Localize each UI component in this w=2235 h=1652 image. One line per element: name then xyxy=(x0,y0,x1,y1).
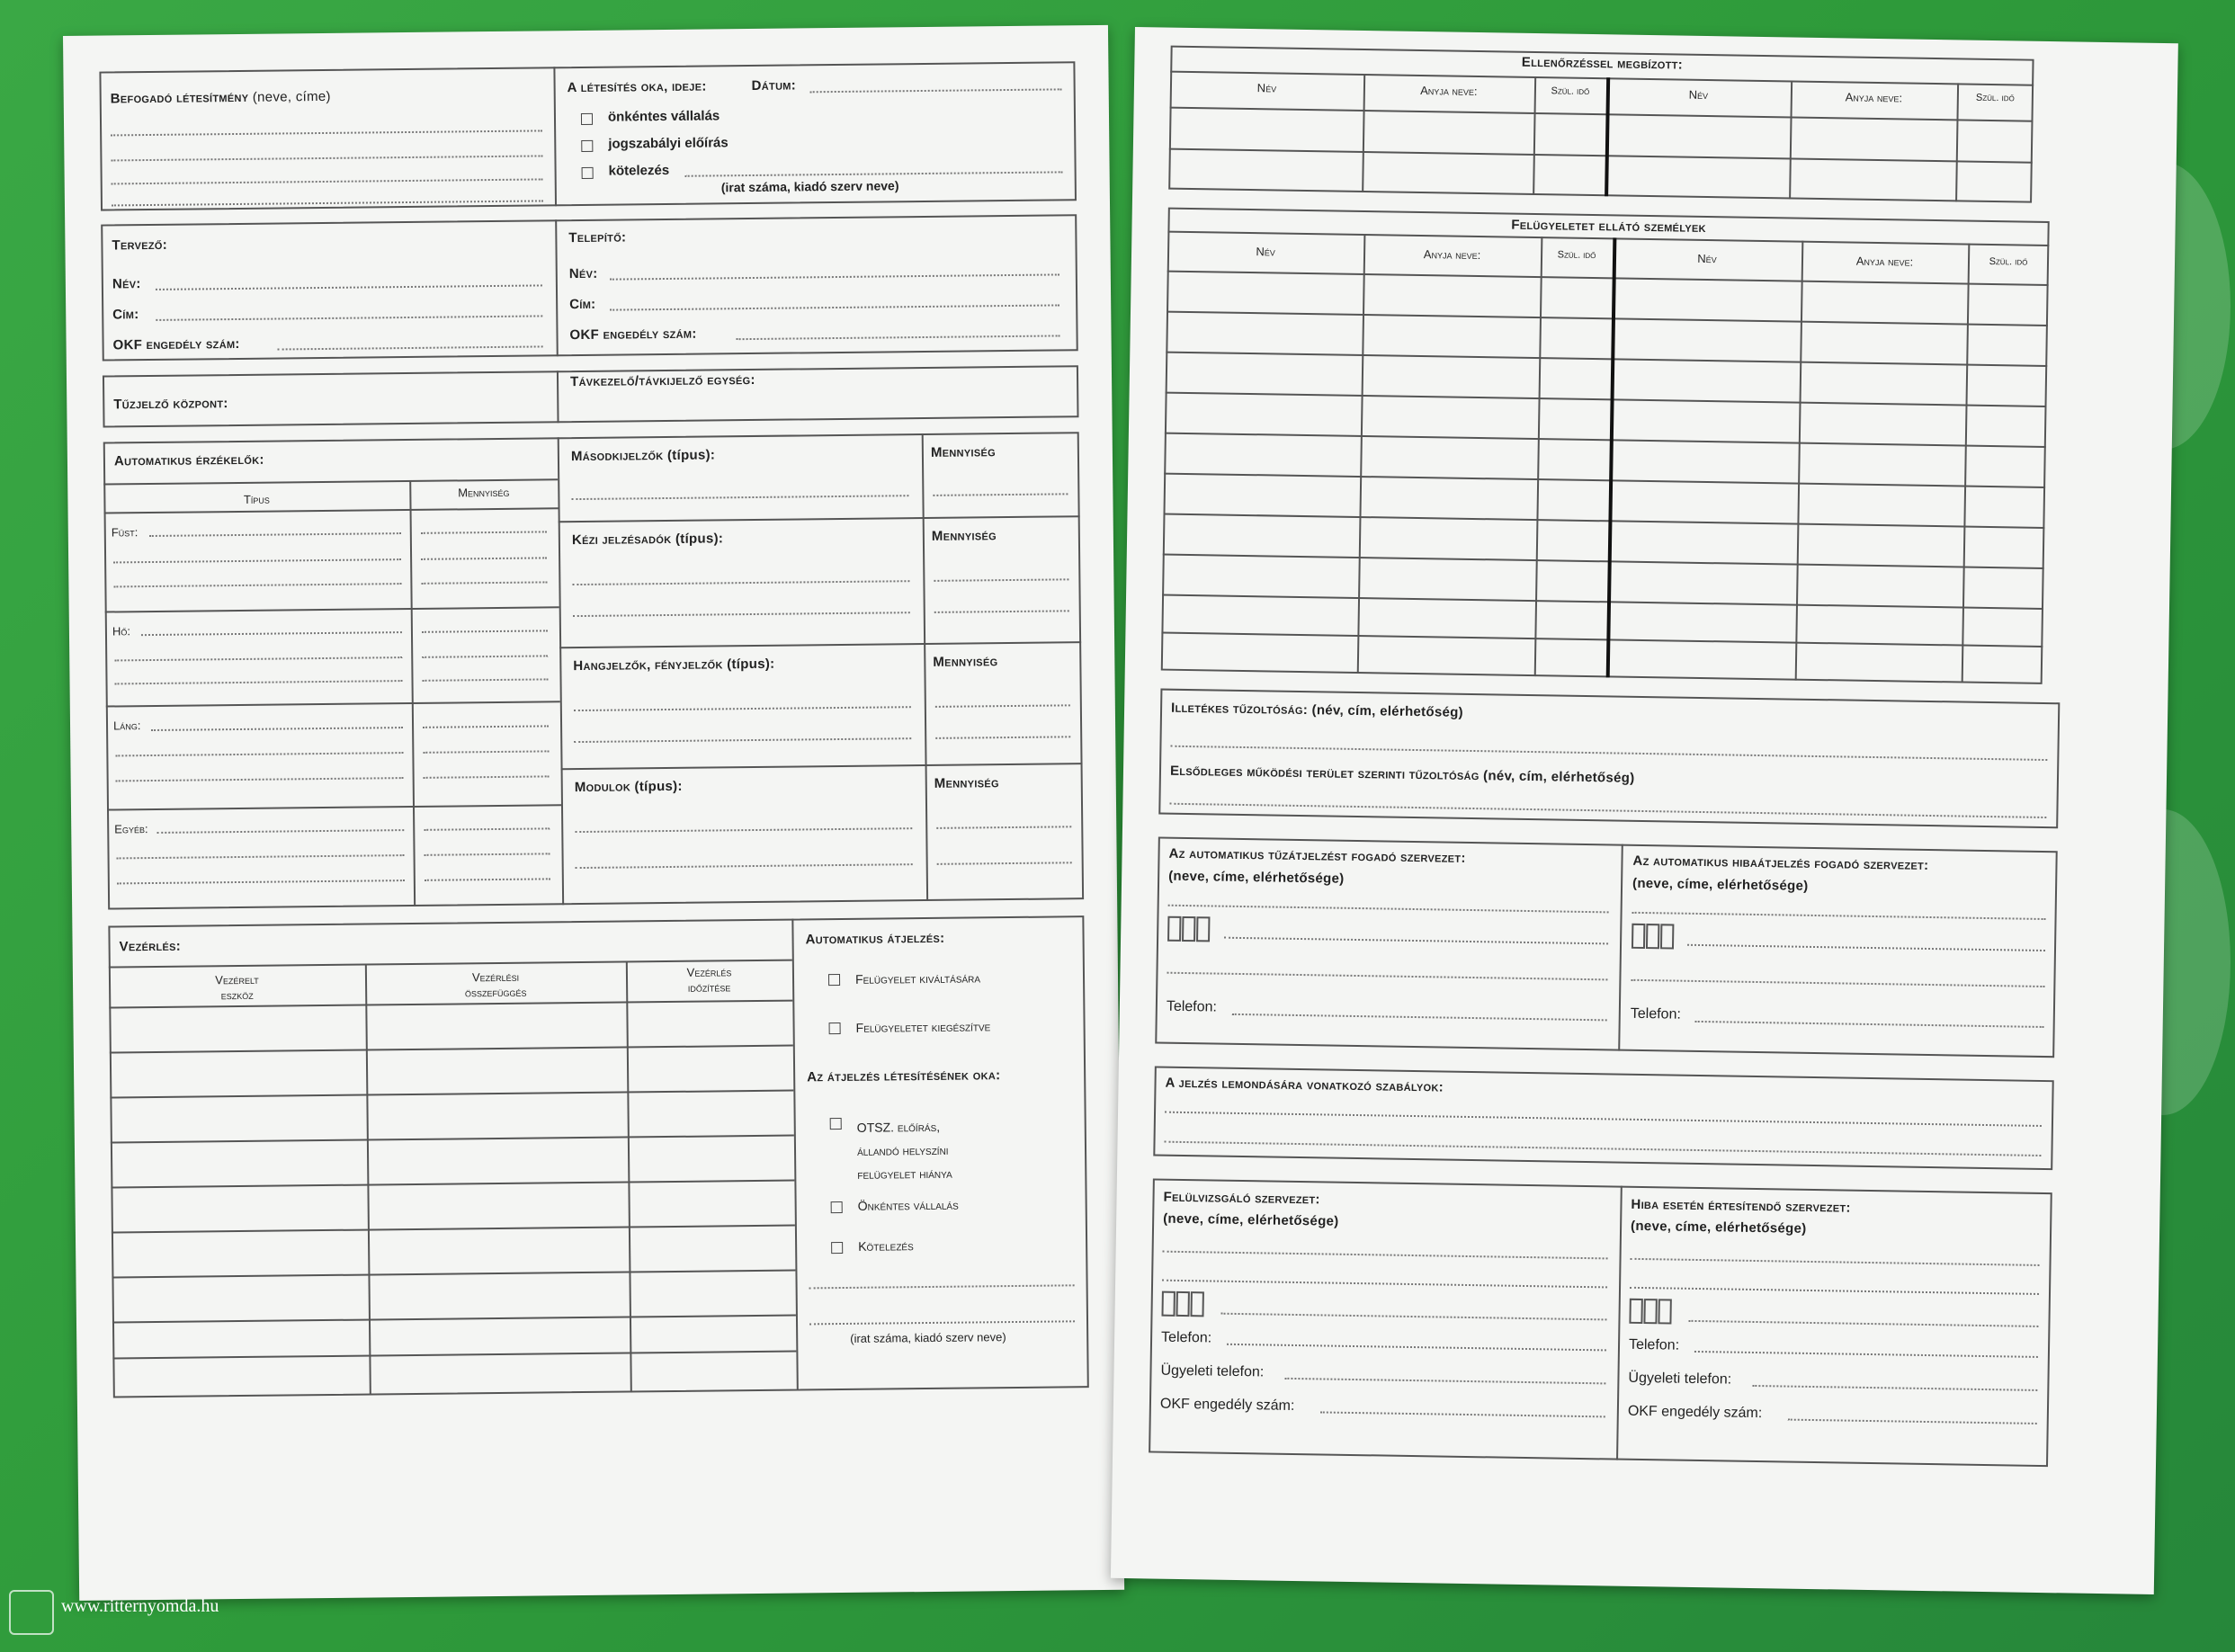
col-vezerelt: Vezérelt eszköz xyxy=(215,972,259,1003)
tervezo-cim: Cím: xyxy=(112,307,139,323)
option-label: kötelezés xyxy=(608,162,670,179)
hangjelzok-menny: Mennyiség xyxy=(933,654,998,670)
tuzatjelzes-telefon: Telefon: xyxy=(1166,998,1218,1015)
telepito-nev: Név: xyxy=(568,265,598,282)
col-anyja: Anyja neve: xyxy=(1420,83,1478,98)
hangjelzok-title: Hangjelzők, fényjelzők (típus): xyxy=(573,656,775,674)
vezerles-title: Vezérlés: xyxy=(119,938,182,955)
col-vezerlesi: Vezérlési összefüggés xyxy=(464,969,527,1000)
left-page xyxy=(63,25,1124,1601)
col-mennyiseg: Mennyiség xyxy=(458,485,510,500)
illetekes-tuzoltosag: Illetékes tűzoltóság: (név, cím, elérhetőség) xyxy=(1170,700,1464,720)
option-label: jogszabályi előírás xyxy=(608,135,729,152)
hiba-ertesito-ugyeleti: Ügyeleti telefon: xyxy=(1628,1370,1732,1388)
felulvizsgalo-paren: (neve, címe, elérhetősége) xyxy=(1163,1210,1339,1229)
tavkezelo-title: Távkezelő/távkijelző egység: xyxy=(569,371,755,390)
row-lang: Láng: xyxy=(112,719,141,733)
col-nev: Név xyxy=(1697,251,1717,266)
checkbox[interactable] xyxy=(828,974,840,986)
datum-label: Dátum: xyxy=(751,77,797,94)
tervezo-okf: OKF engedély szám: xyxy=(112,335,240,353)
modulok-title: Modulok (típus): xyxy=(574,778,683,796)
col-nev: Név xyxy=(1688,87,1709,103)
hiba-ertesito-telefon: Telefon: xyxy=(1628,1336,1680,1353)
col-anyja: Anyja neve: xyxy=(1423,247,1481,263)
tuzatjelzes-paren: (neve, címe, elérhetősége) xyxy=(1168,868,1345,887)
irat-note: (irat száma, kiadó szerv neve) xyxy=(720,178,899,195)
code-boxes xyxy=(1629,1299,1672,1325)
kezi-menny: Mennyiség xyxy=(931,528,997,544)
col-idozitese: Vezérlés időzítése xyxy=(686,965,732,995)
hiba-ertesito-paren: (neve, címe, elérhetősége) xyxy=(1630,1218,1807,1237)
checkbox[interactable] xyxy=(829,1022,841,1034)
tervezo-nev: Név: xyxy=(112,276,141,292)
col-szul: Szül. idő xyxy=(1551,85,1590,97)
atjelzes-oka-title: Az átjelzés létesítésének oka: xyxy=(807,1067,1001,1085)
tervezo-title: Tervező: xyxy=(112,237,168,254)
hibaatjelzes-telefon: Telefon: xyxy=(1630,1005,1682,1022)
atjelzes-title: Automatikus átjelzés: xyxy=(805,930,945,948)
row-ho: Hő: xyxy=(112,624,131,638)
col-nev: Név xyxy=(1256,81,1277,95)
atjelzes-oka2: Önkéntes vállalás xyxy=(857,1197,959,1213)
col-anyja: Anyja neve: xyxy=(1855,254,1914,269)
felugyelet-title: Felügyeletet ellátó személyek xyxy=(1511,217,1706,236)
code-boxes xyxy=(1632,924,1675,950)
atjelzes-oka1: OTSZ. előírás, állandó helyszíni felügyelet hiánya xyxy=(856,1119,952,1182)
code-boxes xyxy=(1161,1291,1204,1317)
letesites-title: A létesítés oka, ideje: xyxy=(567,78,707,96)
tuzatjelzes-title: Az automatikus tűzátjelzést fogadó szervezet: xyxy=(1168,845,1466,866)
code-boxes xyxy=(1167,916,1211,942)
telepito-okf: OKF engedély szám: xyxy=(569,326,697,344)
right-page xyxy=(1111,27,2178,1594)
atjelzes-oka3: Kötelezés xyxy=(858,1238,914,1254)
col-szul: Szül. idő xyxy=(1975,92,2015,104)
felulvizsgalo-telefon: Telefon: xyxy=(1160,1329,1212,1346)
atjelzes-note: (irat száma, kiadó szerv neve) xyxy=(850,1330,1006,1345)
checkbox[interactable] xyxy=(581,113,593,125)
option-label: önkéntes vállalás xyxy=(607,108,720,125)
checkbox[interactable] xyxy=(830,1118,842,1130)
hiba-ertesito-okf: OKF engedély szám: xyxy=(1627,1403,1763,1422)
felulvizsgalo-title: Felülvizsgáló szervezet: xyxy=(1163,1189,1320,1208)
atjelzes-opt2: Felügyeletet kiegészítve xyxy=(855,1019,991,1035)
masodkijelzok-title: Másodkijelzők (típus): xyxy=(570,447,716,465)
felulvizsgalo-okf: OKF engedély szám: xyxy=(1159,1396,1295,1414)
watermark-logo-icon xyxy=(9,1590,54,1635)
masodkijelzok-menny: Mennyiség xyxy=(930,444,997,460)
col-anyja: Anyja neve: xyxy=(1845,90,1903,105)
checkbox[interactable] xyxy=(831,1201,843,1213)
hibaatjelzes-paren: (neve, címe, elérhetősége) xyxy=(1632,875,1809,894)
row-fust: Füst: xyxy=(111,525,139,540)
col-nev: Név xyxy=(1256,245,1275,259)
telepito-cim: Cím: xyxy=(569,296,596,313)
felulvizsgalo-ugyeleti: Ügyeleti telefon: xyxy=(1160,1362,1265,1380)
col-szul: Szül. idő xyxy=(1989,255,2028,268)
elsodleges-tuzoltosag: Elsődleges működési terület szerinti tűzoltóság (név, cím, elérhetőség) xyxy=(1169,763,1635,786)
hibaatjelzes-title: Az automatikus hibaátjelzés fogadó szervezet: xyxy=(1632,853,1929,873)
befogado-title: Befogadó létesítmény (neve, címe) xyxy=(110,88,331,107)
modulok-menny: Mennyiség xyxy=(934,775,999,791)
ellenorzes-title: Ellenőrzéssel megbízott: xyxy=(1521,54,1684,73)
col-szul: Szül. idő xyxy=(1557,249,1596,262)
erzekelok-title: Automatikus érzékelők: xyxy=(113,451,264,469)
hiba-ertesito-title: Hiba esetén értesítendő szervezet: xyxy=(1631,1196,1851,1216)
checkbox[interactable] xyxy=(581,140,593,152)
row-egyeb: Egyéb: xyxy=(114,822,148,836)
checkbox[interactable] xyxy=(831,1242,843,1254)
watermark-url: www.ritternyomda.hu xyxy=(61,1596,219,1616)
col-tipus: Típus xyxy=(243,492,270,506)
kezi-title: Kézi jelzésadók (típus): xyxy=(571,531,724,549)
checkbox[interactable] xyxy=(582,167,594,179)
telepito-title: Telepítő: xyxy=(568,229,627,246)
tuzjelzo-title: Tűzjelző központ: xyxy=(113,396,228,413)
atjelzes-opt1: Felügyelet kiváltására xyxy=(854,970,981,987)
lemondas-title: A jelzés lemondására vonatkozó szabályok: xyxy=(1165,1075,1444,1095)
